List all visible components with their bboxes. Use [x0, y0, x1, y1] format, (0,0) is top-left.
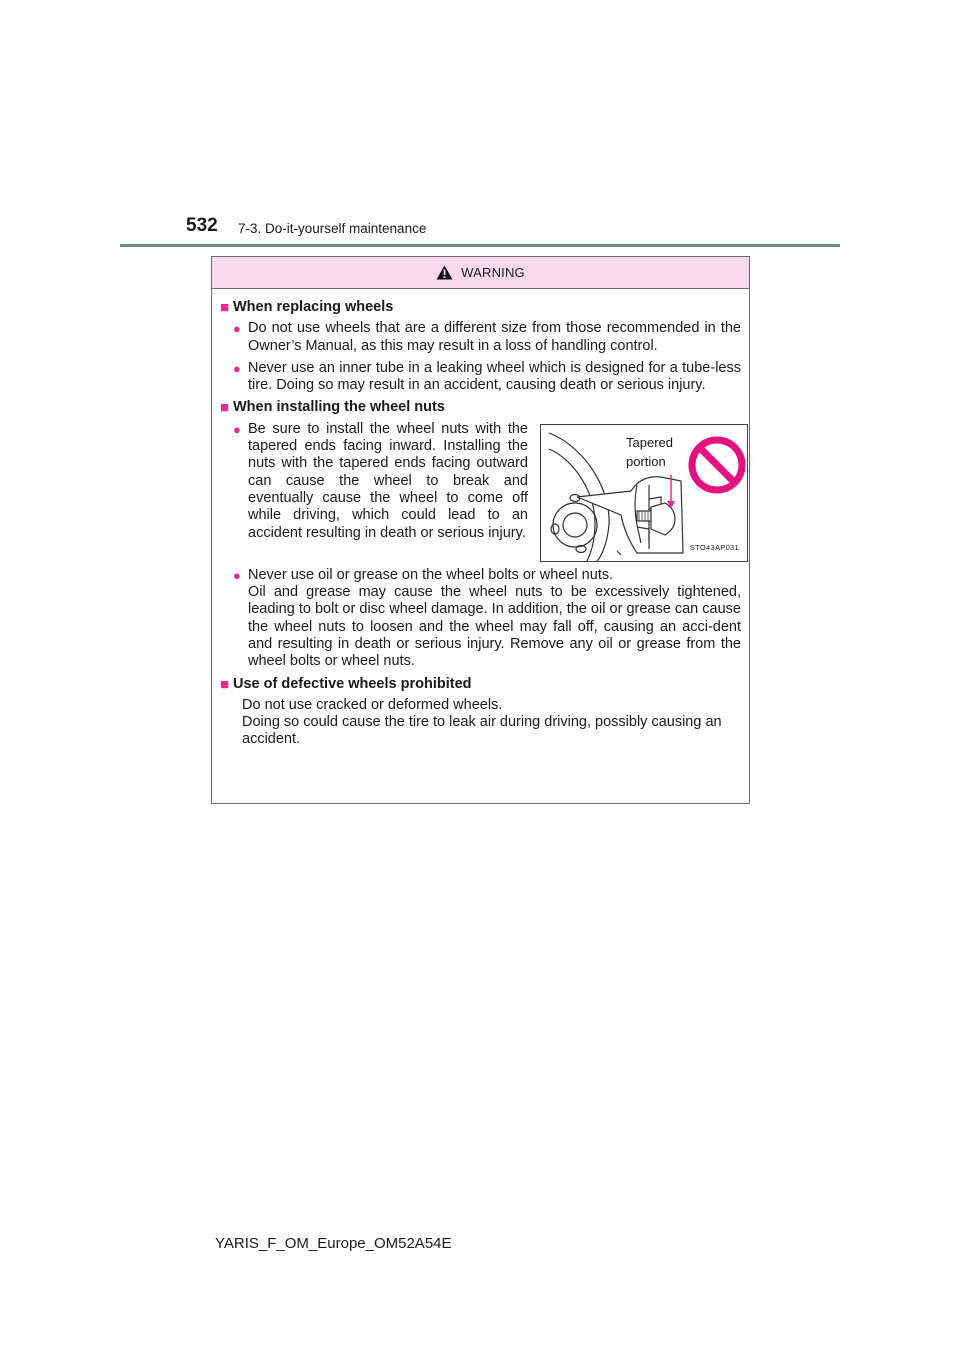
square-bullet-icon: ■ [220, 675, 230, 693]
warning-header [212, 257, 749, 289]
circle-bullet-icon: ● [233, 421, 241, 437]
figure-code: STO43AP031 [689, 543, 739, 553]
section-heading: ■ Use of defective wheels prohibited [220, 675, 472, 693]
list-item-continuation: Oil and grease may cause the wheel nuts to be excessively tightened, leading to bolt or disc wheel damage. In addition, the oil or grease can cause the wheel nuts to loosen and the wheel may fall off, causing an acci-dent and resulting in death or serious injury. Remove any oil or grease from the wheel bolts or wheel nuts. [248, 584, 741, 670]
footer-doc-id: YARIS_F_OM_Europe_OM52A54E [215, 1235, 452, 1252]
section-title: 7-3. Do-it-yourself maintenance [238, 221, 427, 236]
list-item: ● Be sure to install the wheel nuts with the tapered ends facing inward. Installing the nuts with the tapered ends facing outward can cause the wheel to break and eventually cause the wheel to come off while driving, which could lead to an accident resulting in death or serious injury. [233, 420, 528, 541]
square-bullet-icon: ■ [220, 299, 230, 316]
section-heading: ■ When installing the wheel nuts [220, 399, 445, 417]
warning-body [212, 289, 749, 749]
header-rule [120, 244, 840, 247]
circle-bullet-icon: ● [233, 321, 241, 337]
paragraph: Do not use cracked or deformed wheels. Doing so could cause the tire to leak air during driving, possibly causing an accident. [242, 696, 722, 748]
warning-box [211, 256, 750, 804]
circle-bullet-icon: ● [233, 360, 241, 376]
figure-callout: Tapered portion [626, 434, 673, 469]
list-item: ● Never use an inner tube in a leaking wheel which is designed for a tube-less tire. Doing so may result in an accident, causing death or serious injury. [233, 359, 741, 394]
warning-triangle-icon [436, 265, 453, 280]
list-item: ● Do not use wheels that are a different size from those recommended in the Owner’s Manual, as this may result in a loss of handling control. [233, 320, 741, 354]
square-bullet-icon: ■ [220, 399, 230, 417]
page-number: 532 [186, 215, 218, 236]
list-item: ● Never use oil or grease on the wheel bolts or wheel nuts. [233, 566, 614, 583]
section-heading: ■ When replacing wheels [220, 299, 394, 316]
item-with-figure [220, 421, 741, 562]
warning-label: WARNING [461, 265, 525, 280]
circle-bullet-icon: ● [233, 567, 241, 583]
wheel-nut-figure [540, 424, 748, 562]
